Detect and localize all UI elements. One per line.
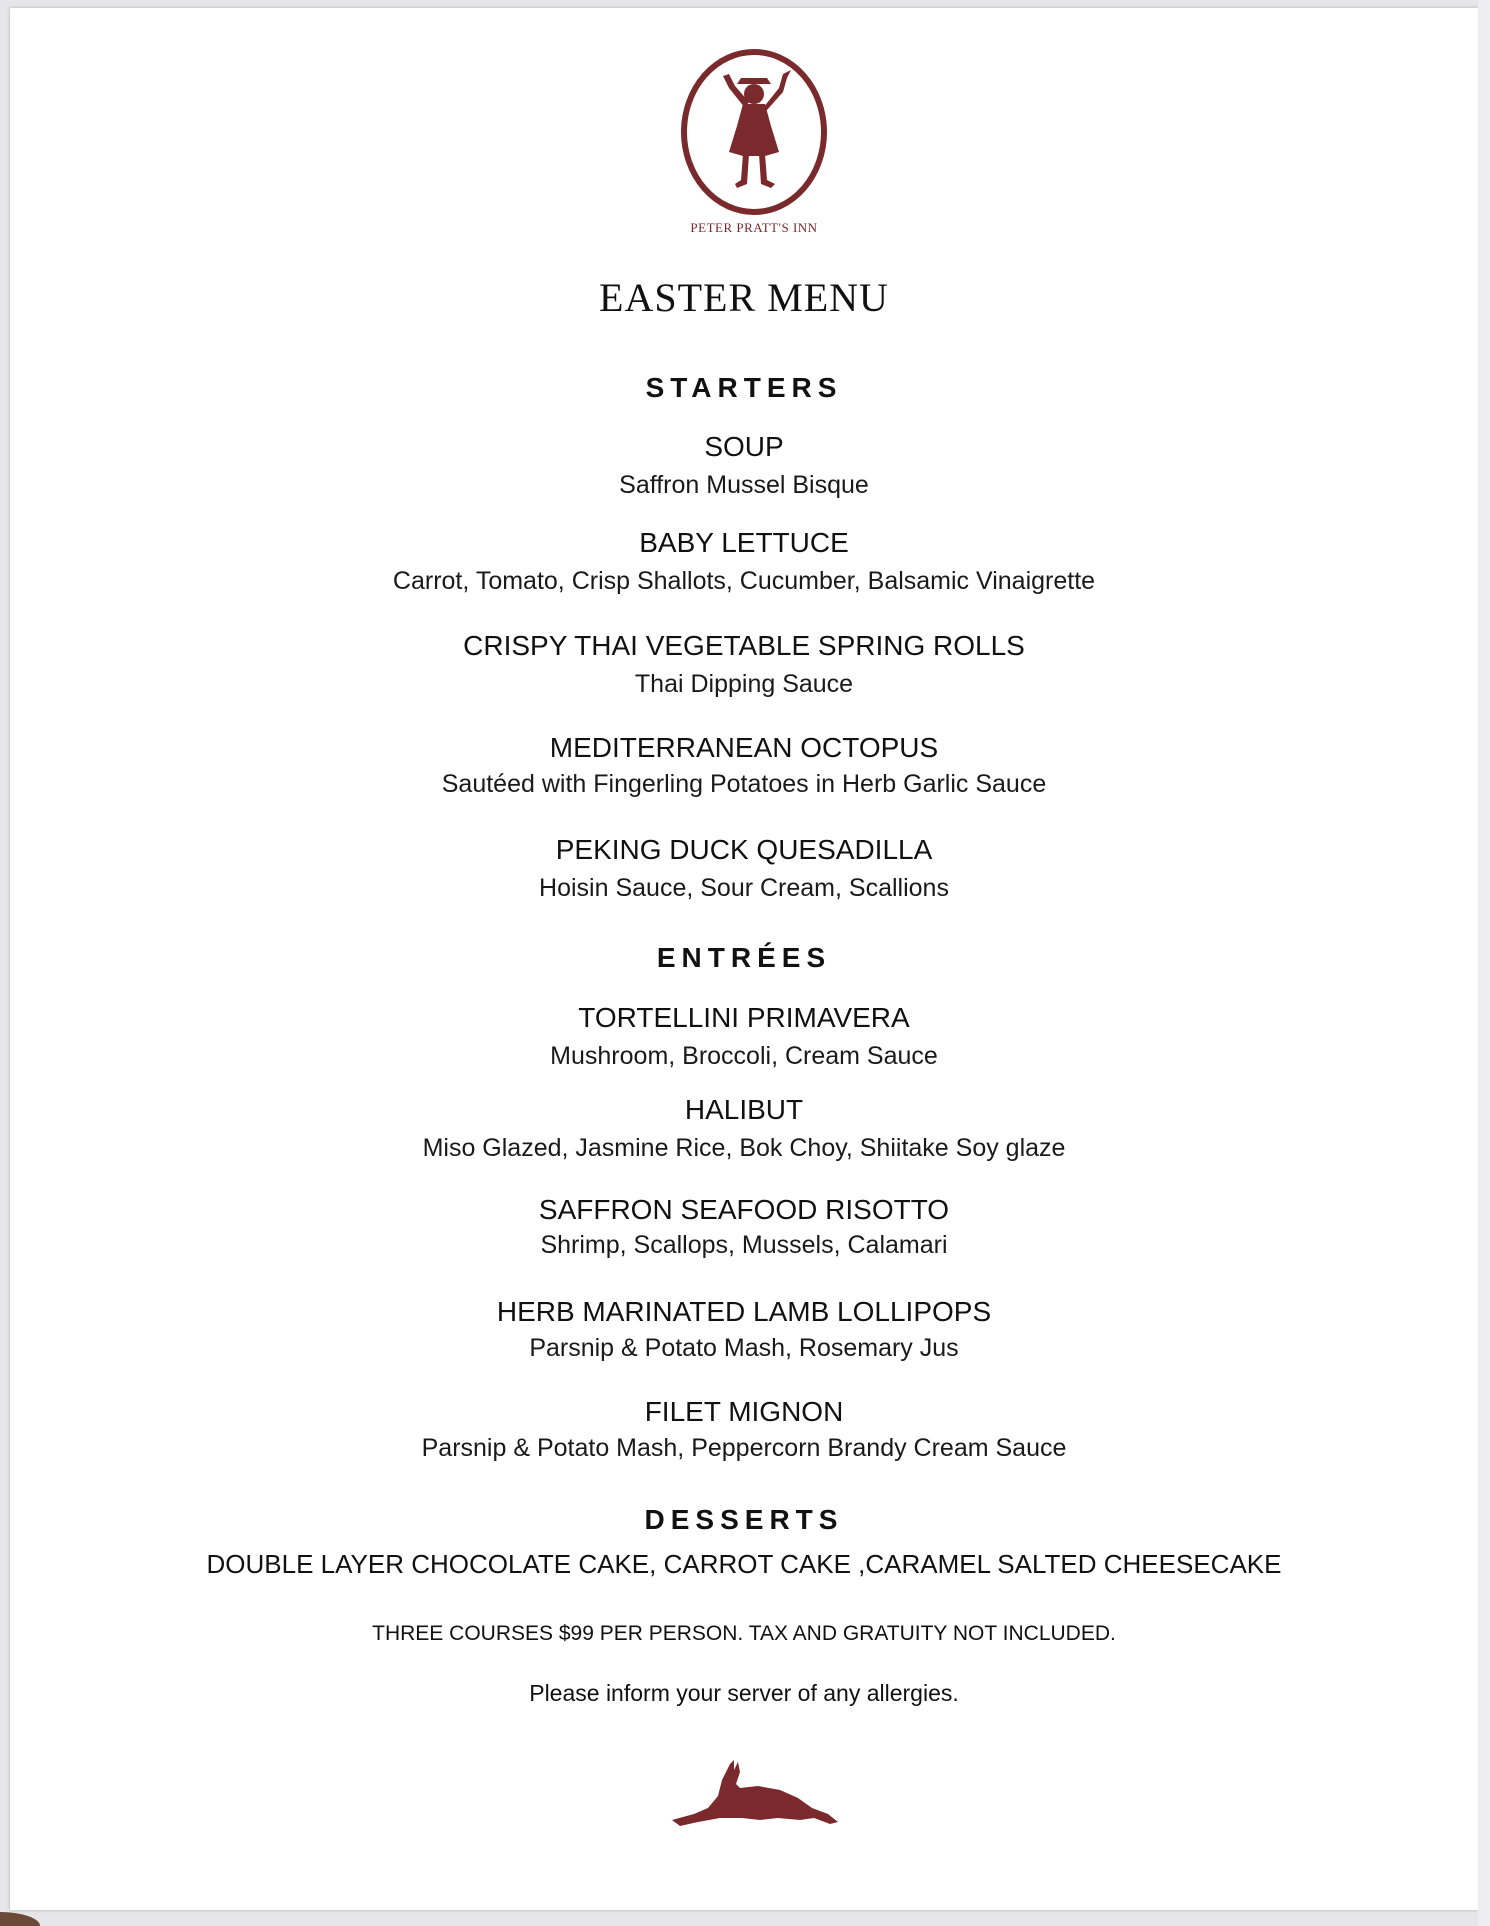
entree-item-desc: Parsnip & Potato Mash, Peppercorn Brandy Cream Sauce bbox=[421, 1434, 1067, 1462]
desserts-list: DOUBLE LAYER CHOCOLATE CAKE, CARROT CAKE ,CARAMEL SALTED CHEESECAKE bbox=[206, 1549, 1282, 1579]
starter-item-name: SOUP bbox=[704, 431, 784, 462]
pricing-note: THREE COURSES $99 PER PERSON. TAX AND GRATUITY NOT INCLUDED. bbox=[372, 1622, 1116, 1645]
entree-item-desc: Mushroom, Broccoli, Cream Sauce bbox=[550, 1042, 938, 1070]
allergy-note: Please inform your server of any allergies. bbox=[529, 1680, 959, 1706]
starters-heading: STARTERS bbox=[645, 372, 843, 403]
entree-item-name: HALIBUT bbox=[684, 1094, 804, 1125]
inn-logo bbox=[670, 48, 838, 246]
viewer-scroll-strip bbox=[1478, 0, 1490, 1926]
entree-item-name: SAFFRON SEAFOOD RISOTTO bbox=[538, 1194, 950, 1225]
starter-item-desc: Carrot, Tomato, Crisp Shallots, Cucumber, Balsamic Vinaigrette bbox=[392, 567, 1096, 595]
starter-item-desc: Saffron Mussel Bisque bbox=[619, 471, 869, 499]
menu-title: EASTER MENU bbox=[599, 275, 889, 320]
entrees-heading: ENTRÉES bbox=[656, 942, 832, 973]
starter-item-name: MEDITERRANEAN OCTOPUS bbox=[549, 732, 939, 763]
starter-item-desc: Hoisin Sauce, Sour Cream, Scallions bbox=[539, 874, 949, 902]
desserts-heading: DESSERTS bbox=[644, 1504, 844, 1535]
hare-icon bbox=[668, 1756, 840, 1830]
starter-item-name: PEKING DUCK QUESADILLA bbox=[555, 834, 933, 865]
entree-item-desc: Shrimp, Scallops, Mussels, Calamari bbox=[540, 1231, 948, 1259]
corner-artifact bbox=[0, 1912, 40, 1926]
inn-name-logo-text: PETER PRATT'S INN bbox=[690, 220, 818, 235]
entree-item-name: FILET MIGNON bbox=[644, 1396, 844, 1427]
entree-item-name: HERB MARINATED LAMB LOLLIPOPS bbox=[496, 1296, 992, 1327]
menu-page bbox=[10, 8, 1478, 1910]
starter-item-name: CRISPY THAI VEGETABLE SPRING ROLLS bbox=[463, 630, 1025, 661]
starter-item-name: BABY LETTUCE bbox=[639, 527, 849, 558]
pratt-figure-logo-icon bbox=[679, 48, 829, 216]
entree-item-desc: Miso Glazed, Jasmine Rice, Bok Choy, Shiitake Soy glaze bbox=[422, 1134, 1066, 1162]
starter-item-desc: Thai Dipping Sauce bbox=[634, 670, 854, 698]
entree-item-desc: Parsnip & Potato Mash, Rosemary Jus bbox=[529, 1334, 959, 1362]
entree-item-name: TORTELLINI PRIMAVERA bbox=[578, 1002, 910, 1033]
starter-item-desc: Sautéed with Fingerling Potatoes in Herb Garlic Sauce bbox=[441, 770, 1047, 798]
